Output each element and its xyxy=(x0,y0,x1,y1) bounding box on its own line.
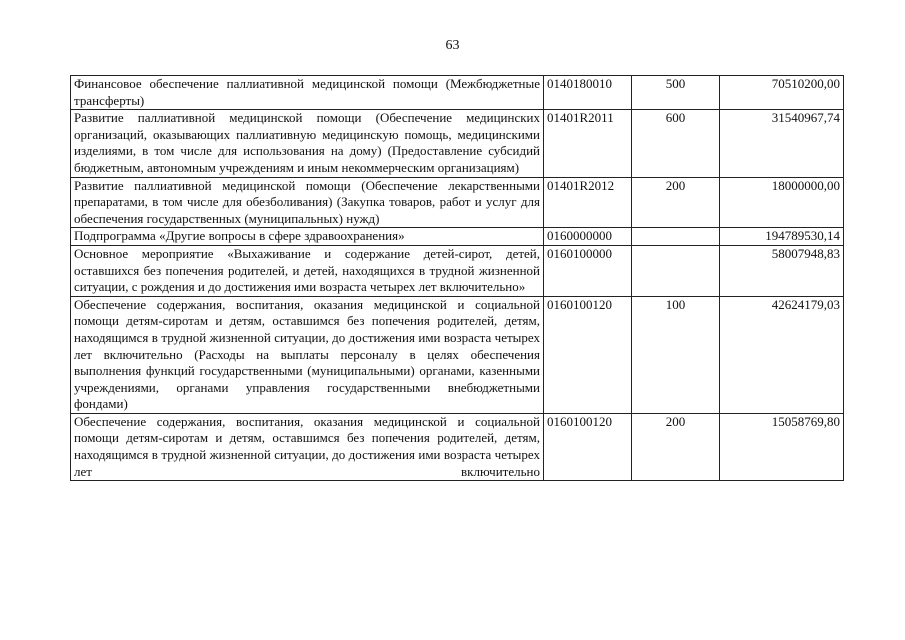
row-sum-cell: 31540967,74 xyxy=(720,110,844,177)
row-type-cell: 200 xyxy=(632,413,720,480)
row-name-cell: Развитие паллиативной медицинской помощи (Обеспечение лекарственными препаратами, в том числе для обезболивания) (Закупка товаров, работ и услуг для обеспечения государственных (муниципальных) нужд) xyxy=(71,177,544,228)
table-row xyxy=(71,296,844,413)
row-code-cell: 01401R2011 xyxy=(544,110,632,177)
budget-table xyxy=(70,75,844,481)
row-code-cell: 0140180010 xyxy=(544,76,632,110)
row-type-cell xyxy=(632,228,720,246)
row-sum-cell: 70510200,00 xyxy=(720,76,844,110)
row-name-cell: Развитие паллиативной медицинской помощи (Обеспечение медицинских организаций, оказывающих паллиативную медицинскую помощь, медицинскими изделиями, в том числе для использования на дому) (Предоставление субсидий бюджетным, автономным учреждениям и иным некоммерческим организациям) xyxy=(71,110,544,177)
table-row xyxy=(71,76,844,110)
row-type-cell: 600 xyxy=(632,110,720,177)
table-row xyxy=(71,413,844,480)
row-name-cell: Финансовое обеспечение паллиативной медицинской помощи (Межбюджетные трансферты) xyxy=(71,76,544,110)
row-type-cell: 200 xyxy=(632,177,720,228)
row-sum-cell: 18000000,00 xyxy=(720,177,844,228)
table-row xyxy=(71,177,844,228)
page-number: 63 xyxy=(445,38,460,53)
row-type-cell: 500 xyxy=(632,76,720,110)
table-row xyxy=(71,228,844,246)
row-name-cell: Обеспечение содержания, воспитания, оказания медицинской и социальной помощи детям-сиротам и детям, оставшимся без попечения родителей, детям, находящимся в трудной жизненной ситуации, до достижения ими возраста четырех лет включительно (Расходы на выплаты персоналу в целях обеспечения выполнения функций государственными (муниципальными) органами, казенными учреждениями, органами управления государственными внебюджетными фондами) xyxy=(71,296,544,413)
row-code-cell: 0160000000 xyxy=(544,228,632,246)
row-code-cell: 01401R2012 xyxy=(544,177,632,228)
row-code-cell: 0160100120 xyxy=(544,413,632,480)
row-sum-cell: 194789530,14 xyxy=(720,228,844,246)
row-code-cell: 0160100000 xyxy=(544,245,632,296)
row-sum-cell: 15058769,80 xyxy=(720,413,844,480)
table-row xyxy=(71,245,844,296)
row-name-cell: Основное мероприятие «Выхаживание и содержание детей-сирот, детей, оставшихся без попечения родителей, и детей, находящихся в трудной жизненной ситуации, с рождения и до достижения ими возраста четырех лет включительно» xyxy=(71,245,544,296)
row-name-cell: Подпрограмма «Другие вопросы в сфере здравоохранения» xyxy=(71,228,544,246)
table-row xyxy=(71,110,844,177)
row-name-cell: Обеспечение содержания, воспитания, оказания медицинской и социальной помощи детям-сиротам и детям, оставшимся без попечения родителей, детям, находящимся в трудной жизненной ситуации, до достижения ими возраста четырех лет включительно xyxy=(71,413,544,480)
row-code-cell: 0160100120 xyxy=(544,296,632,413)
row-type-cell: 100 xyxy=(632,296,720,413)
row-sum-cell: 58007948,83 xyxy=(720,245,844,296)
row-sum-cell: 42624179,03 xyxy=(720,296,844,413)
row-type-cell xyxy=(632,245,720,296)
